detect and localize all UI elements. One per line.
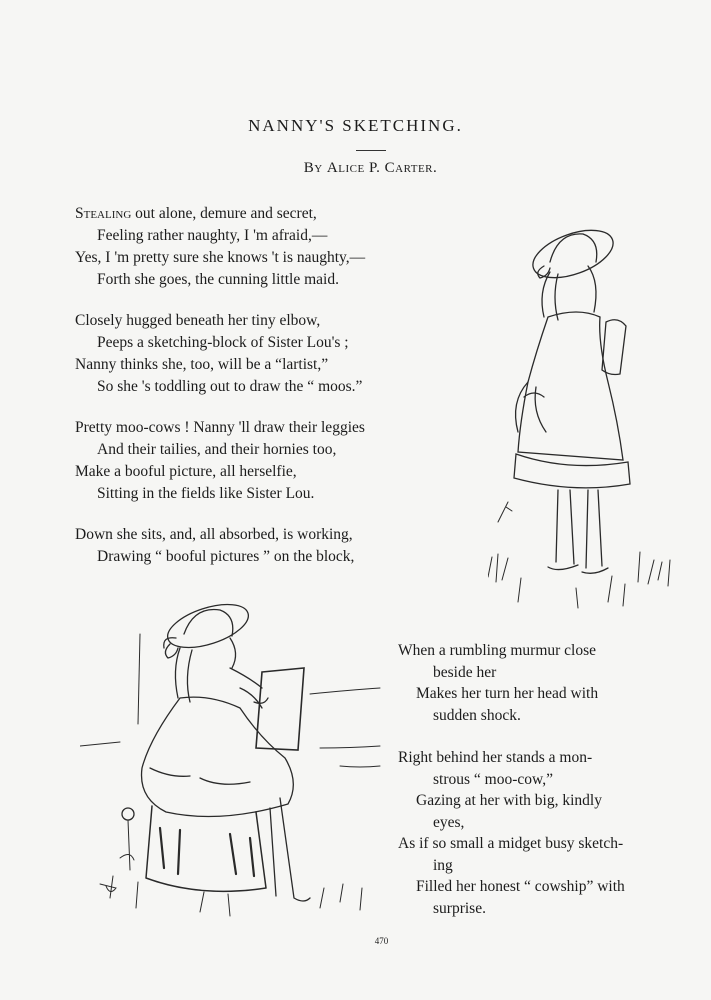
- stanza-4: [75, 524, 495, 568]
- poem-line: And their tailies, and their hornies too,: [97, 441, 337, 458]
- poem-line: Makes her turn her head with: [416, 685, 599, 702]
- poem-line: Pretty moo-cows ! Nanny 'll draw their leggies: [75, 419, 365, 436]
- poem-line: Gazing at her with big, kindly: [416, 792, 602, 809]
- lead-rest: out alone, demure and secret,: [131, 205, 317, 222]
- poem-line: Filled her honest “ cowship” with: [416, 878, 625, 895]
- lead-word: Stealing: [75, 205, 132, 222]
- poem-line: Sitting in the fields like Sister Lou.: [97, 485, 315, 502]
- byline-prefix: By: [303, 160, 323, 176]
- poem-line: ing: [433, 856, 453, 874]
- poem-line: As if so small a midget busy sketch-: [398, 835, 624, 852]
- stanza-2: [75, 310, 495, 398]
- poem-line: Down she sits, and, all absorbed, is working,: [75, 526, 353, 543]
- poem-line: Make a booful picture, all herselfie,: [75, 463, 297, 480]
- poem-line: strous “ moo-cow,”: [433, 770, 553, 788]
- byline: [0, 160, 711, 177]
- poem-line: Drawing “ booful pictures ” on the block,: [97, 548, 355, 565]
- stanza-1: [75, 203, 495, 291]
- stanza-3: [75, 417, 495, 505]
- poem-line: Forth she goes, the cunning little maid.: [97, 271, 339, 288]
- poem-line: Right behind her stands a mon-: [398, 749, 593, 766]
- poem-line: eyes,: [433, 813, 465, 831]
- illustration-girl-standing: [488, 222, 678, 612]
- poem-line: Feeling rather naughty, I 'm afraid,—: [97, 227, 328, 244]
- stanza-6: [398, 747, 683, 919]
- poem-line: Yes, I 'm pretty sure she knows 't is naughty,—: [75, 249, 366, 266]
- page-number: 470: [374, 936, 389, 946]
- poem-left-column: [75, 203, 495, 587]
- poem-line: [75, 203, 495, 225]
- poem-right-column: [398, 640, 683, 940]
- poem-line: surprise.: [433, 899, 486, 917]
- stanza-5: [398, 640, 683, 726]
- illustration-girl-sketching: [80, 598, 390, 928]
- author-name: Alice P. Carter.: [326, 160, 438, 176]
- poem-line: So she 's toddling out to draw the “ moos.”: [97, 378, 363, 395]
- title-rule: [356, 150, 386, 151]
- poem-line: When a rumbling murmur close: [398, 642, 597, 659]
- poem-title: NANNY'S SKETCHING.: [248, 116, 463, 135]
- poem-line: Nanny thinks she, too, will be a “lartist,”: [75, 356, 329, 373]
- poem-line: sudden shock.: [433, 706, 521, 724]
- poem-line: Closely hugged beneath her tiny elbow,: [75, 312, 321, 329]
- poem-line: beside her: [433, 663, 497, 681]
- poem-line: Peeps a sketching-block of Sister Lou's ;: [97, 334, 349, 351]
